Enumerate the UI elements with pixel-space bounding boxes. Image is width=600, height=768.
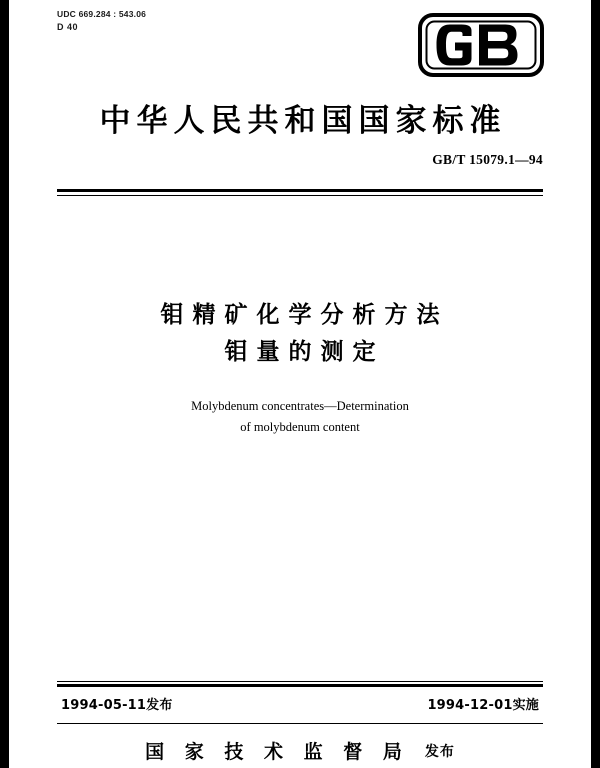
document-title-en bbox=[9, 396, 591, 438]
right-margin-bar bbox=[591, 0, 600, 768]
issuer-organization: 国 家 技 术 监 督 局 bbox=[145, 741, 409, 763]
effective-date: 1994-12-01实施 bbox=[427, 698, 539, 713]
footer-separator-rule bbox=[57, 723, 543, 724]
issue-date: 1994-05-11发布 bbox=[61, 698, 173, 713]
udc-code: UDC 669.284 : 543.06 bbox=[57, 9, 147, 19]
issuer-line bbox=[9, 737, 591, 764]
left-margin-bar bbox=[0, 0, 9, 768]
issuer-verb: 发布 bbox=[424, 744, 455, 760]
footer-rule-thin bbox=[57, 681, 543, 682]
header-rule-thick bbox=[57, 189, 543, 192]
national-standard-title: 中华人民共和国国家标准 bbox=[99, 103, 507, 139]
document-title-cn-line1: 钼精矿化学分析方法 bbox=[160, 301, 449, 328]
header-rule-thin bbox=[57, 195, 543, 196]
standard-number: GB/T 15079.1—94 bbox=[432, 152, 543, 167]
document-title-en-line1: Molybdenum concentrates—Determination bbox=[191, 399, 409, 413]
gb-logo-icon bbox=[417, 12, 545, 78]
document-title-cn-line2: 钼量的测定 bbox=[224, 338, 385, 365]
document-title-en-line2: of molybdenum content bbox=[240, 420, 360, 434]
footer-rule-thick bbox=[57, 684, 543, 687]
classification-code: D 40 bbox=[57, 22, 79, 32]
udc-block bbox=[57, 8, 146, 33]
document-title-cn bbox=[9, 296, 591, 370]
page-content bbox=[9, 0, 591, 768]
